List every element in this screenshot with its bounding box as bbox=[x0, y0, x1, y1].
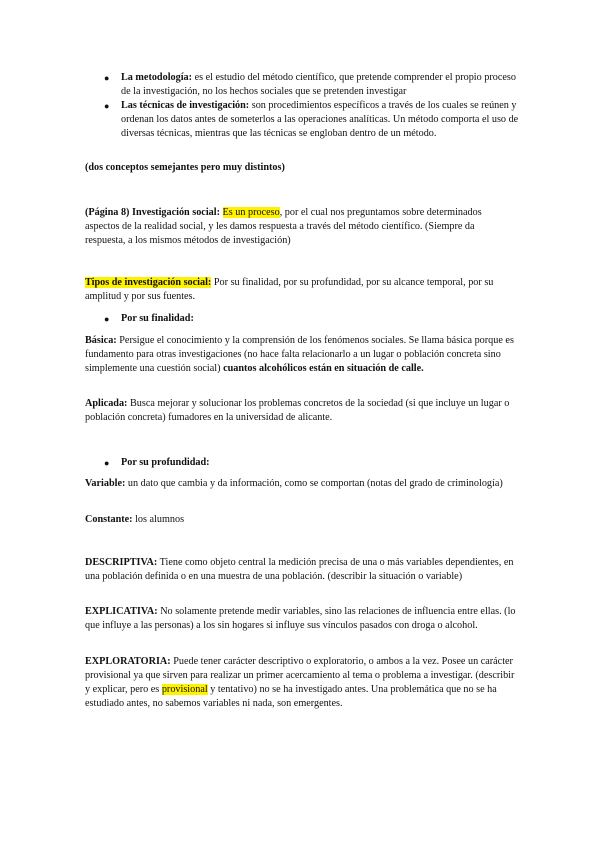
paragraph-exploratoria bbox=[85, 655, 517, 711]
bullet-finalidad bbox=[104, 312, 519, 326]
paragraph-aplicada bbox=[85, 397, 517, 425]
paragraph-explicativa bbox=[85, 605, 517, 633]
exploratoria-rest: y tentativo) no se ha investigado antes. Una problemática que no se ha estudiado antes, no sabemos variables ni nada, son emergentes. bbox=[85, 684, 497, 709]
variable-term: Variable: bbox=[85, 478, 126, 489]
paragraph-investigacion-social bbox=[85, 206, 517, 248]
variable-text: un dato que cambia y da información, como se comportan (notas del grado de criminología) bbox=[125, 478, 503, 489]
descriptiva-term: DESCRIPTIVA: bbox=[85, 557, 158, 568]
bullet-dot: ● bbox=[104, 101, 110, 111]
bullet-tecnicas bbox=[104, 99, 519, 141]
bullet-profundidad bbox=[104, 456, 519, 470]
profundidad-heading: Por su profundidad: bbox=[121, 457, 210, 468]
constante-term: Constante: bbox=[85, 514, 133, 525]
bullet-dot: ● bbox=[104, 458, 110, 468]
bullet-dot: ● bbox=[104, 73, 110, 83]
paragraph-basica bbox=[85, 334, 517, 376]
paragraph-descriptiva bbox=[85, 556, 517, 584]
inv-social-rest: , por el cual nos preguntamos sobre determinados aspectos de la realidad social, y les damos respuesta a través del método científico. (Siempre da respuesta, a los mismos métodos de investigación) bbox=[85, 207, 482, 246]
explicativa-term: EXPLICATIVA: bbox=[85, 606, 158, 617]
basica-bold-end: cuantos alcohólicos están en situación de calle. bbox=[223, 363, 424, 374]
paragraph-variable bbox=[85, 477, 517, 491]
inv-social-highlight: Es un proceso bbox=[222, 207, 280, 218]
basica-text: Persigue el conocimiento y la comprensión de los fenómenos sociales. Se llama básica porque es fundamento para otras investigaciones (no hace falta relacionarlo a un lugar o población concreta sino simplemente una cuestión social) bbox=[85, 335, 514, 374]
paragraph-constante bbox=[85, 513, 517, 527]
finalidad-heading: Por su finalidad: bbox=[121, 313, 194, 324]
aplicada-term: Aplicada: bbox=[85, 398, 128, 409]
explicativa-text: No solamente pretende medir variables, sino las relaciones de influencia entre ellas. (lo que influye a las personas) a los sin hogares si influye sus vínculos pasados con droga o alcohol. bbox=[85, 606, 516, 631]
basica-term: Básica: bbox=[85, 335, 117, 346]
note-concepts bbox=[85, 161, 517, 175]
term-metodologia: La metodología: bbox=[121, 72, 193, 83]
aplicada-text: Busca mejorar y solucionar los problemas concretos de la sociedad (si que incluye un lugar o población concreta) fumadores en la universidad de alicante. bbox=[85, 398, 510, 423]
paragraph-tipos bbox=[85, 276, 517, 304]
inv-social-prefix: (Página 8) Investigación social: bbox=[85, 207, 220, 218]
tipos-heading: Tipos de investigación social: bbox=[85, 277, 212, 288]
exploratoria-text: Puede tener carácter descriptivo o exploratorio, o ambos a la vez. Posee un carácter provisional ya que sirven para realizar un primer acercamiento al tema o problema a investigar. (describir y explicar, pero es bbox=[85, 656, 515, 695]
bullet-dot: ● bbox=[104, 314, 110, 324]
def-metodologia: es el estudio del método científico, que pretende comprender el propio proceso de la investigación, no los hechos sociales que se pretenden investigar bbox=[121, 72, 516, 97]
descriptiva-text: Tiene como objeto central la medición precisa de una o más variables dependientes, en una población definida o en una muestra de una población. (describir la situación o variable) bbox=[85, 557, 514, 582]
exploratoria-term: EXPLORATORIA: bbox=[85, 656, 171, 667]
exploratoria-highlight: provisional bbox=[161, 684, 208, 695]
tipos-rest: Por su finalidad, por su profundidad, por su alcance temporal, por su amplitud y por sus fuentes. bbox=[85, 277, 494, 302]
term-tecnicas: Las técnicas de investigación: bbox=[121, 100, 250, 111]
note-concepts-text: (dos conceptos semejantes pero muy distintos) bbox=[85, 162, 285, 173]
def-tecnicas: son procedimientos específicos a través de los cuales se reúnen y ordenan los datos antes de someterlos a las operaciones analíticas. Un método comporta el uso de diversas técnicas, mientras que las técnicas se engloban dentro de un método. bbox=[121, 100, 519, 139]
bullet-metodologia bbox=[104, 71, 519, 99]
constante-text: los alumnos bbox=[132, 514, 185, 525]
